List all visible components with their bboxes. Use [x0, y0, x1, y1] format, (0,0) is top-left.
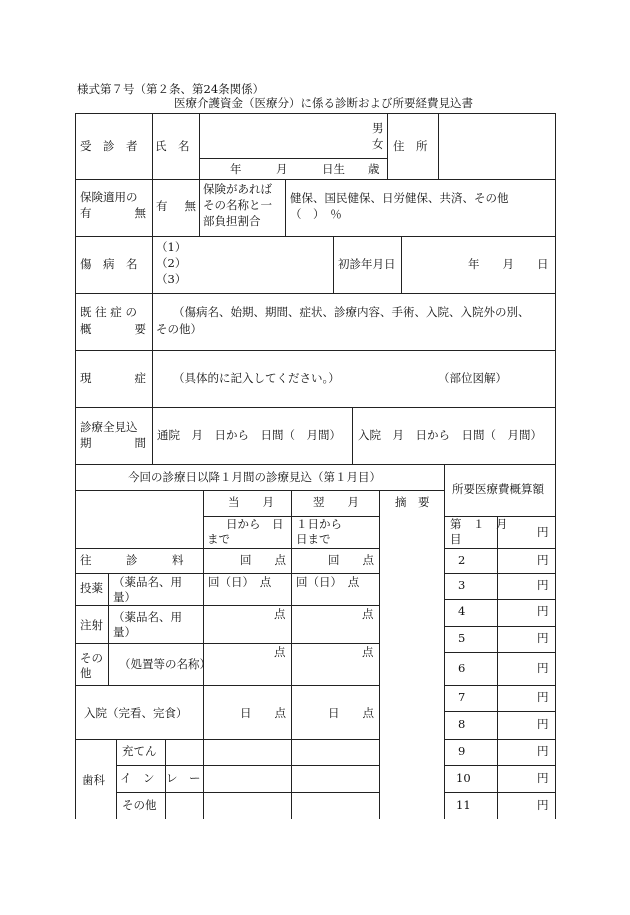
history-label-b: 要 [134, 322, 146, 336]
current-label-b: 症 [134, 371, 146, 385]
plan-label-a: 期 [80, 436, 92, 450]
month-number: 10 [456, 771, 471, 785]
cost-header: 所要医療費概算額 [452, 482, 544, 496]
insurance-note-1: 保険があれば [203, 182, 272, 196]
first-visit-label: 初診年月日 [338, 257, 396, 271]
history-label-a: 概 [80, 322, 92, 336]
insurance-label-a: 有 [80, 206, 92, 220]
month-number: 6 [458, 661, 466, 675]
visit-next-month: 回 点 [328, 553, 374, 567]
monthly-header: 今回の診療日以降１月間の診療見込（第１月目） [128, 470, 381, 484]
disease-item-3: （3） [156, 272, 187, 286]
month-number: 11 [456, 798, 471, 812]
month-number: 5 [458, 631, 466, 645]
plan-label-line2 [80, 438, 146, 450]
plan-label-b: 間 [134, 436, 146, 450]
cost-yen: 円 [537, 717, 549, 731]
medicine-note-1: （薬品名、用 [113, 575, 182, 589]
cost-yen: 円 [537, 604, 549, 618]
inpatient-plan: 入院 月 日から 日間（ 月間） [358, 428, 542, 442]
dental-filling: 充てん [122, 744, 157, 758]
month-number: 2 [458, 553, 466, 567]
cost-yen: 円 [537, 578, 549, 592]
medicine-next-month: 回（日） 点 [296, 575, 360, 589]
cost-yen: 円 [537, 798, 549, 812]
cost-first-month-suffix: 目 [450, 532, 462, 546]
other-label-2: 他 [80, 666, 92, 680]
month-number: 3 [458, 578, 466, 592]
cost-yen-1: 円 [537, 525, 549, 539]
this-month-header: 当 月 [228, 495, 274, 509]
visit-fee-label: 往 診 料 [80, 553, 184, 567]
cost-yen: 円 [537, 771, 549, 785]
dental-label: 歯科 [82, 773, 105, 787]
insurance-has-none [156, 201, 196, 213]
insurance-types: 健保、国民健保、日労健保、共済、その他 [290, 191, 509, 205]
insurance-has: 有 [156, 199, 168, 213]
history-note-1: （傷病名、始期、期間、症状、診療内容、手術、入院、入院外の別、 [173, 305, 530, 319]
month-number: 8 [458, 717, 466, 731]
visit-this-month: 回 点 [240, 553, 286, 567]
admission-next-month: 日 点 [328, 706, 374, 720]
injection-note-1: （薬品名、用 [113, 610, 182, 624]
other-next-month: 点 [362, 645, 374, 659]
birth-date: 年 月 日生 歳 [230, 162, 380, 176]
other-note: （処置等の名称） [119, 657, 211, 671]
month-number: 4 [458, 604, 466, 618]
insurance-none: 無 [184, 199, 196, 213]
current-note: （具体的に記入してください。） [173, 371, 340, 385]
other-label-1: その [80, 651, 103, 665]
admission-label: 入院（完看、完食） [84, 706, 188, 720]
cost-yen: 円 [537, 553, 549, 567]
insurance-note-2: その名称と一 [203, 198, 272, 212]
next-month-header: 翌 月 [313, 495, 359, 509]
plan-label: 診療全見込 [80, 420, 138, 434]
disease-item-1: （1） [156, 240, 187, 254]
address-label: 住 所 [393, 139, 428, 153]
history-label-line2 [80, 324, 146, 336]
current-label [80, 373, 146, 385]
injection-note-2: 量） [113, 625, 136, 639]
dental-other: その他 [122, 798, 157, 812]
next-month-from: １日から [296, 517, 342, 531]
month-number: 9 [458, 744, 466, 758]
insurance-label-b: 無 [134, 206, 146, 220]
cost-yen: 円 [537, 631, 549, 645]
cost-yen: 円 [537, 744, 549, 758]
name-label: 氏 名 [155, 139, 190, 153]
cost-yen: 円 [537, 690, 549, 704]
month-number: 7 [458, 690, 466, 704]
gender-male: 男 [372, 121, 384, 135]
outpatient-plan: 通院 月 日から 日間（ 月間） [157, 428, 341, 442]
this-month-until: まで [207, 532, 230, 546]
dental-inlay: イ ン レ ー [120, 771, 201, 785]
current-label-a: 現 [80, 371, 92, 385]
injection-next-month: 点 [362, 607, 374, 621]
next-month-until: 日まで [296, 532, 331, 546]
injection-label: 注射 [80, 618, 103, 632]
cost-first-month: 第 １ 月 [450, 517, 508, 531]
form-number: 様式第７号（第２条、第24条関係） [77, 82, 265, 96]
disease-item-2: （2） [156, 256, 187, 270]
form-title: 医療介護資金（医療分）に係る診断および所要経費見込書 [174, 96, 473, 110]
remarks-header: 摘 要 [395, 495, 430, 509]
injection-this-month: 点 [274, 607, 286, 621]
cost-yen: 円 [537, 661, 549, 675]
insurance-label-line2 [80, 208, 146, 220]
insurance-label: 保険適用の [80, 190, 138, 204]
medicine-this-month: 回（日） 点 [208, 575, 272, 589]
insurance-ratio: （ ） ％ [290, 207, 342, 221]
diagram-note: （部位図解） [438, 371, 507, 385]
gender-female: 女 [372, 137, 384, 151]
insurance-note-3: 部負担割合 [203, 214, 261, 228]
history-note-2: その他） [156, 322, 202, 336]
this-month-from: 日から 日 [226, 517, 284, 531]
patient-label: 受 診 者 [80, 139, 138, 153]
history-label: 既 往 症 の [80, 305, 137, 319]
medicine-note-2: 量） [113, 590, 136, 604]
other-this-month: 点 [274, 645, 286, 659]
medicine-label: 投薬 [80, 581, 103, 595]
first-visit-value: 年 月 日 [468, 257, 549, 271]
disease-label: 傷 病 名 [80, 257, 138, 271]
admission-this-month: 日 点 [240, 706, 286, 720]
